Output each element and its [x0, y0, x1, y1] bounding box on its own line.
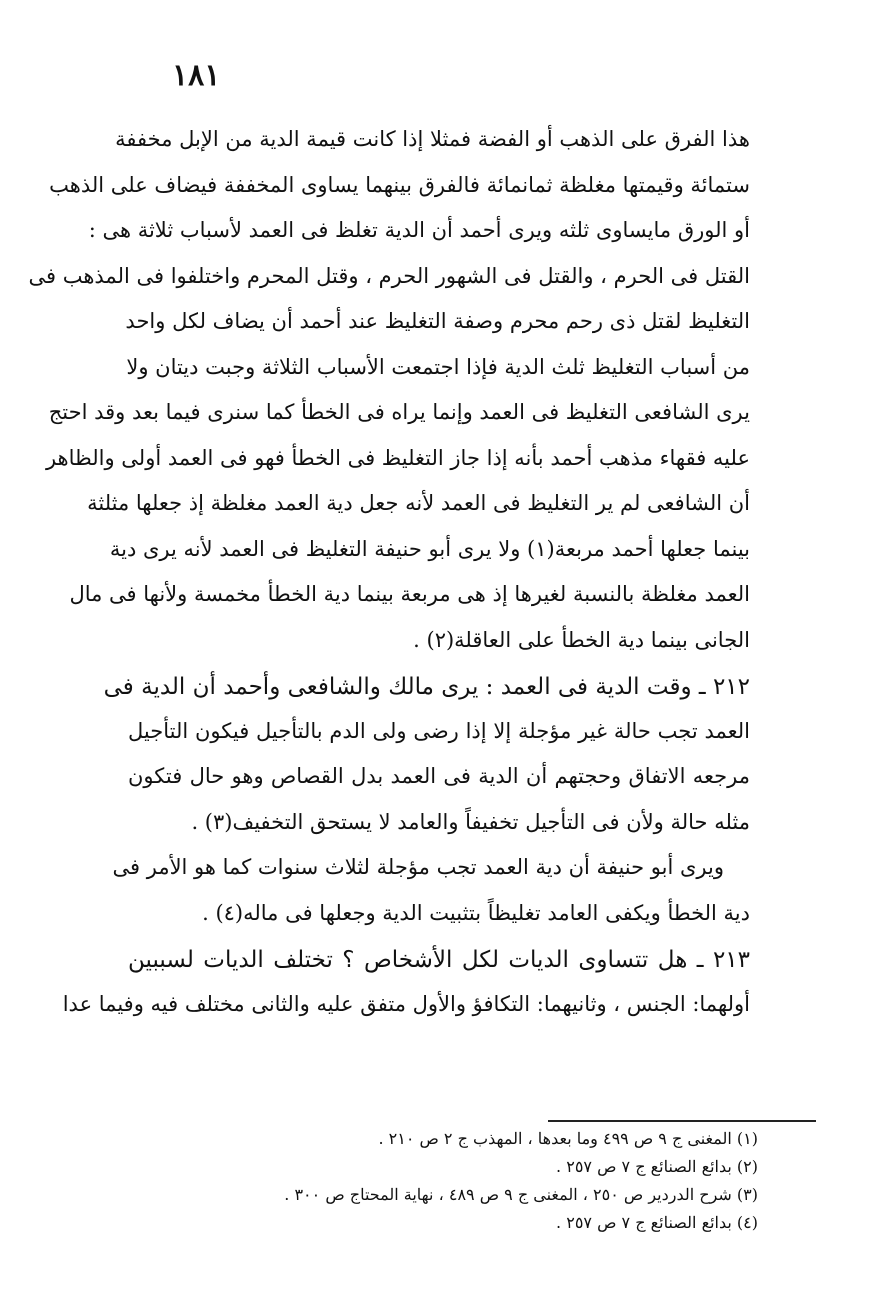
text-line: من أسباب التغليظ ثلث الدية فإذا اجتمعت الأسباب الثلاثة وجبت ديتان ولا: [126, 354, 750, 379]
footnote-3: (٣) شرح الدردير ص ٢٥٠ ، المغنى ج ٩ ص ٤٨٩ ، نهاية المحتاج ص ٣٠٠ .: [284, 1185, 758, 1204]
section-heading-212: ٢١٢ ـ وقت الدية فى العمد : يرى مالك والشافعى وأحمد أن الدية فى: [103, 674, 750, 700]
text-line: العمد مغلظة بالنسبة لغيرها إذ هى مربعة بينما دية الخطأ مخمسة ولأنها فى مال: [69, 582, 750, 606]
text-line: مثله حالة ولأن فى التأجيل تخفيفاً والعامد لا يستحق التخفيف(٣) .: [191, 809, 750, 834]
footnote-1: (١) المغنى ج ٩ ص ٤٩٩ وما بعدها ، المهذب ج ٢ ص ٢١٠ .: [378, 1129, 758, 1148]
text-line: ستمائة وقيمتها مغلظة ثمانمائة فالفرق بينهما يساوى المخففة فيضاف على الذهب: [49, 172, 750, 197]
text-line: العمد تجب حالة غير مؤجلة إلا إذا رضى ولى الدم بالتأجيل فيكون التأجيل: [128, 718, 750, 743]
text-line: هذا الفرق على الذهب أو الفضة فمثلا إذا كانت قيمة الدية من الإبل مخففة: [115, 127, 750, 151]
text-line: أن الشافعى لم ير التغليظ فى العمد لأنه جعل دية العمد مغلظة إذ جعلها مثلثة: [87, 491, 750, 515]
text-line: أولهما: الجنس ، وثانيهما: التكافؤ والأول متفق عليه والثانى مختلف فيه وفيما عدا: [62, 991, 750, 1016]
text-line: يرى الشافعى التغليظ فى العمد وإنما يراه فى الخطأ كما سنرى فيما بعد وقد احتج: [48, 400, 750, 424]
text-line: مرجعه الاتفاق وحجتهم أن الدية فى العمد بدل القصاص وهو حال فتكون: [128, 764, 750, 788]
footnote-4: (٤) بدائع الصنائع ج ٧ ص ٢٥٧ .: [556, 1213, 758, 1232]
text-line: التغليظ لقتل ذى رحم محرم وصفة التغليظ عند أحمد أن يضاف لكل واحد: [125, 309, 750, 333]
text-line: الجانى بينما دية الخطأ على العاقلة(٢) .: [413, 627, 750, 652]
footnote-divider: [548, 1120, 816, 1122]
section-heading-213: ٢١٣ ـ هل تتساوى الديات لكل الأشخاص ؟ تختلف الديات لسببين: [128, 947, 750, 973]
page-number: ١٨١: [172, 58, 221, 93]
text-line: دية الخطأ ويكفى العامد تغليظاً بتثبيت الدية وجعلها فى ماله(٤) .: [202, 900, 750, 925]
text-line: القتل فى الحرم ، والقتل فى الشهور الحرم ، وقتل المحرم واختلفوا فى المذهب فى: [28, 263, 750, 288]
text-line: أو الورق مايساوى ثلثه ويرى أحمد أن الدية تغلظ فى العمد لأسباب ثلاثة هى :: [88, 218, 750, 242]
footnotes: [250, 1128, 758, 1240]
text-line: عليه فقهاء مذهب أحمد بأنه إذا جاز التغليظ فى الخطأ فهو فى العمد أولى والظاهر: [45, 445, 750, 470]
footnote-2: (٢) بدائع الصنائع ج ٧ ص ٢٥٧ .: [556, 1157, 758, 1176]
text-line: بينما جعلها أحمد مربعة(١) ولا يرى أبو حنيفة التغليظ فى العمد لأنه يرى دية: [109, 536, 750, 561]
text-line: ويرى أبو حنيفة أن دية العمد تجب مؤجلة لثلاث سنوات كما هو الأمر فى: [112, 855, 724, 879]
body-text: [28, 124, 750, 1034]
